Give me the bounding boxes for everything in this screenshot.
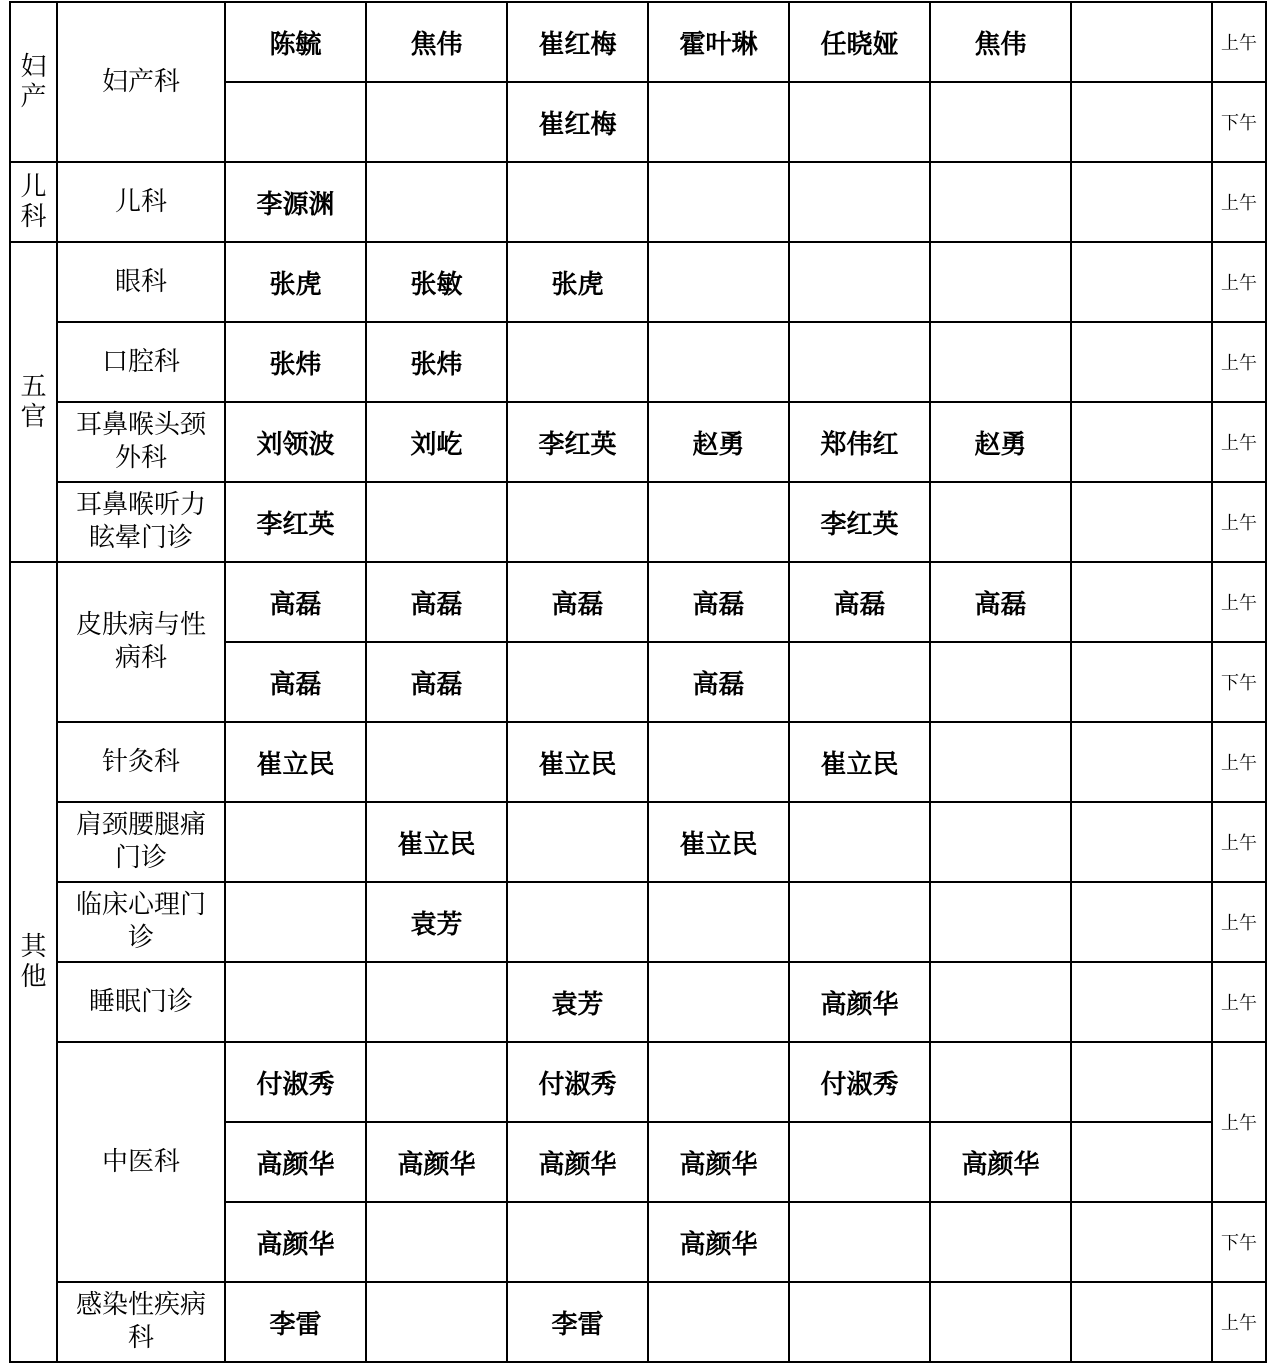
table-row — [10, 322, 1266, 402]
table-row — [10, 1042, 1266, 1122]
doctor-cell — [930, 1282, 1071, 1362]
department-group-label: 其他 — [20, 932, 47, 992]
doctor-cell — [225, 82, 366, 162]
doctor-cell: 高磊 — [507, 562, 648, 642]
doctor-cell: 高磊 — [225, 562, 366, 642]
doctor-cell — [648, 722, 789, 802]
doctor-cell — [1071, 882, 1212, 962]
department-group-label: 五官 — [20, 372, 47, 432]
department-group — [10, 162, 57, 242]
doctor-cell: 崔红梅 — [507, 2, 648, 82]
time-period-cell: 上午 — [1212, 1042, 1266, 1202]
doctor-cell — [648, 962, 789, 1042]
doctor-cell: 高磊 — [930, 562, 1071, 642]
doctor-cell — [1071, 2, 1212, 82]
department-cell — [57, 1042, 225, 1282]
department-name: 耳鼻喉头颈外科 — [75, 410, 206, 473]
time-period-cell: 上午 — [1212, 162, 1266, 242]
doctor-cell — [930, 482, 1071, 562]
doctor-cell — [225, 882, 366, 962]
department-cell — [57, 802, 225, 882]
doctor-cell: 高磊 — [789, 562, 930, 642]
doctor-cell — [507, 1202, 648, 1282]
doctor-cell: 张虎 — [225, 242, 366, 322]
doctor-cell — [1071, 642, 1212, 722]
department-name: 临床心理门诊 — [75, 890, 206, 953]
time-period-cell: 上午 — [1212, 882, 1266, 962]
doctor-cell — [930, 242, 1071, 322]
time-period-cell: 上午 — [1212, 962, 1266, 1042]
department-group — [10, 2, 57, 162]
doctor-cell: 高颜华 — [648, 1122, 789, 1202]
doctor-cell — [366, 1042, 507, 1122]
doctor-cell — [507, 322, 648, 402]
doctor-cell — [789, 882, 930, 962]
doctor-cell: 张敏 — [366, 242, 507, 322]
time-period-cell: 上午 — [1212, 802, 1266, 882]
department-cell — [57, 722, 225, 802]
doctor-cell — [366, 482, 507, 562]
department-group-label: 妇产 — [20, 52, 47, 112]
table-row — [10, 482, 1266, 562]
doctor-cell: 刘屹 — [366, 402, 507, 482]
doctor-cell — [1071, 482, 1212, 562]
time-period-cell: 上午 — [1212, 1282, 1266, 1362]
time-period-cell: 上午 — [1212, 722, 1266, 802]
doctor-cell: 高颜华 — [789, 962, 930, 1042]
doctor-cell — [507, 882, 648, 962]
doctor-cell — [366, 962, 507, 1042]
doctor-cell: 崔立民 — [789, 722, 930, 802]
doctor-cell: 高颜华 — [225, 1122, 366, 1202]
doctor-cell — [366, 162, 507, 242]
department-name: 中医科 — [101, 1146, 180, 1177]
doctor-cell: 焦伟 — [366, 2, 507, 82]
doctor-cell — [789, 1122, 930, 1202]
doctor-cell: 高颜华 — [366, 1122, 507, 1202]
department-name: 感染性疾病科 — [75, 1290, 206, 1353]
table-row — [10, 802, 1266, 882]
table-row — [10, 2, 1266, 82]
doctor-cell: 任晓娅 — [789, 2, 930, 82]
time-period-cell: 上午 — [1212, 482, 1266, 562]
department-group-label: 儿科 — [20, 172, 47, 232]
doctor-cell — [930, 1202, 1071, 1282]
doctor-cell: 赵勇 — [648, 402, 789, 482]
doctor-cell — [930, 322, 1071, 402]
doctor-cell — [1071, 1042, 1212, 1122]
department-name: 睡眠门诊 — [88, 986, 193, 1017]
table-row — [10, 962, 1266, 1042]
department-name: 眼科 — [114, 266, 167, 297]
doctor-cell: 郑伟红 — [789, 402, 930, 482]
doctor-cell — [507, 802, 648, 882]
department-cell — [57, 562, 225, 722]
doctor-cell: 付淑秀 — [225, 1042, 366, 1122]
doctor-cell — [507, 162, 648, 242]
doctor-cell — [1071, 802, 1212, 882]
time-period-cell: 上午 — [1212, 402, 1266, 482]
doctor-cell: 霍叶琳 — [648, 2, 789, 82]
table-row — [10, 722, 1266, 802]
doctor-cell — [1071, 962, 1212, 1042]
table-row — [10, 402, 1266, 482]
doctor-cell — [648, 162, 789, 242]
department-cell — [57, 1282, 225, 1362]
doctor-cell — [648, 82, 789, 162]
doctor-cell: 刘领波 — [225, 402, 366, 482]
time-period-cell: 上午 — [1212, 242, 1266, 322]
doctor-cell: 崔立民 — [507, 722, 648, 802]
doctor-cell — [789, 802, 930, 882]
time-period-cell: 下午 — [1212, 642, 1266, 722]
doctor-cell: 高磊 — [225, 642, 366, 722]
department-name: 妇产科 — [101, 66, 180, 97]
doctor-cell — [789, 1282, 930, 1362]
doctor-cell — [1071, 242, 1212, 322]
doctor-cell: 高磊 — [648, 642, 789, 722]
department-cell — [57, 482, 225, 562]
doctor-cell: 李红英 — [507, 402, 648, 482]
doctor-cell: 陈毓 — [225, 2, 366, 82]
schedule-body — [10, 2, 1266, 1362]
doctor-cell — [366, 1202, 507, 1282]
doctor-cell — [366, 722, 507, 802]
doctor-cell — [1071, 1282, 1212, 1362]
doctor-cell: 李红英 — [789, 482, 930, 562]
doctor-cell — [789, 1202, 930, 1282]
doctor-cell — [648, 1042, 789, 1122]
doctor-cell — [648, 1282, 789, 1362]
table-row — [10, 882, 1266, 962]
doctor-cell: 高颜华 — [507, 1122, 648, 1202]
doctor-cell — [930, 1042, 1071, 1122]
department-name: 口腔科 — [101, 346, 180, 377]
doctor-cell — [789, 82, 930, 162]
department-name: 皮肤病与性病科 — [75, 610, 206, 673]
doctor-cell — [930, 962, 1071, 1042]
department-name: 针灸科 — [101, 746, 180, 777]
department-name: 耳鼻喉听力眩晕门诊 — [75, 490, 206, 553]
doctor-cell: 高磊 — [366, 642, 507, 722]
doctor-cell — [648, 242, 789, 322]
doctor-cell — [1071, 1202, 1212, 1282]
doctor-cell: 高颜华 — [225, 1202, 366, 1282]
doctor-cell — [1071, 1122, 1212, 1202]
doctor-cell — [789, 642, 930, 722]
doctor-cell: 李红英 — [225, 482, 366, 562]
doctor-cell: 李雷 — [507, 1282, 648, 1362]
doctor-cell — [366, 1282, 507, 1362]
table-row — [10, 242, 1266, 322]
table-row — [10, 562, 1266, 642]
doctor-cell: 高颜华 — [648, 1202, 789, 1282]
doctor-cell — [1071, 402, 1212, 482]
time-period-cell: 下午 — [1212, 82, 1266, 162]
doctor-cell: 袁芳 — [366, 882, 507, 962]
department-name: 儿科 — [114, 186, 167, 217]
time-period-cell: 上午 — [1212, 562, 1266, 642]
department-group — [10, 562, 57, 1362]
doctor-cell — [789, 162, 930, 242]
table-row — [10, 1282, 1266, 1362]
doctor-cell: 高颜华 — [930, 1122, 1071, 1202]
doctor-cell — [648, 482, 789, 562]
time-period-cell: 上午 — [1212, 2, 1266, 82]
doctor-cell — [507, 642, 648, 722]
doctor-cell: 付淑秀 — [789, 1042, 930, 1122]
doctor-cell — [366, 82, 507, 162]
doctor-cell: 张炜 — [225, 322, 366, 402]
doctor-cell: 崔立民 — [648, 802, 789, 882]
doctor-cell: 崔红梅 — [507, 82, 648, 162]
doctor-cell — [930, 722, 1071, 802]
doctor-cell — [507, 482, 648, 562]
table-row — [10, 162, 1266, 242]
department-cell — [57, 162, 225, 242]
doctor-cell: 张虎 — [507, 242, 648, 322]
doctor-cell — [1071, 322, 1212, 402]
doctor-cell: 赵勇 — [930, 402, 1071, 482]
doctor-cell — [225, 962, 366, 1042]
doctor-cell — [225, 802, 366, 882]
department-name: 肩颈腰腿痛门诊 — [75, 810, 206, 873]
doctor-cell: 袁芳 — [507, 962, 648, 1042]
doctor-cell — [1071, 722, 1212, 802]
doctor-cell — [930, 802, 1071, 882]
doctor-cell: 焦伟 — [930, 2, 1071, 82]
doctor-cell — [648, 322, 789, 402]
doctor-cell: 李源渊 — [225, 162, 366, 242]
doctor-cell: 付淑秀 — [507, 1042, 648, 1122]
doctor-cell: 崔立民 — [225, 722, 366, 802]
department-cell — [57, 402, 225, 482]
time-period-cell: 下午 — [1212, 1202, 1266, 1282]
doctor-cell — [1071, 82, 1212, 162]
department-group — [10, 242, 57, 562]
doctor-cell — [930, 882, 1071, 962]
department-cell — [57, 962, 225, 1042]
doctor-cell — [930, 82, 1071, 162]
doctor-cell — [1071, 162, 1212, 242]
doctor-cell: 崔立民 — [366, 802, 507, 882]
doctor-cell: 高磊 — [366, 562, 507, 642]
department-cell — [57, 882, 225, 962]
department-cell — [57, 322, 225, 402]
department-cell — [57, 2, 225, 162]
department-cell — [57, 242, 225, 322]
doctor-cell — [789, 242, 930, 322]
doctor-cell — [1071, 562, 1212, 642]
clinic-schedule-table — [9, 1, 1267, 1363]
doctor-cell: 高磊 — [648, 562, 789, 642]
doctor-cell — [930, 642, 1071, 722]
doctor-cell: 张炜 — [366, 322, 507, 402]
doctor-cell — [930, 162, 1071, 242]
doctor-cell — [789, 322, 930, 402]
doctor-cell: 李雷 — [225, 1282, 366, 1362]
doctor-cell — [648, 882, 789, 962]
time-period-cell: 上午 — [1212, 322, 1266, 402]
